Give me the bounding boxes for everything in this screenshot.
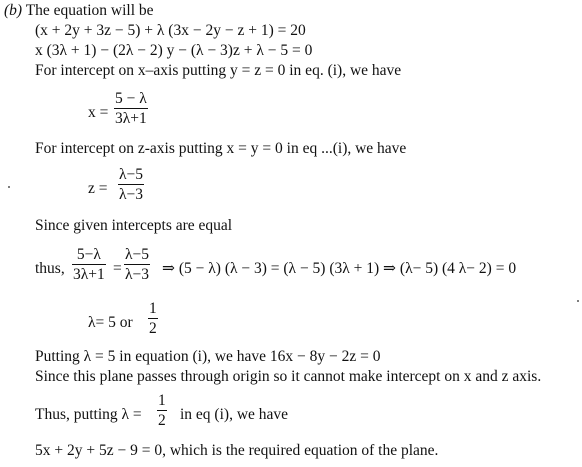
lambda-values: λ= 5 or [88,314,133,331]
z-intercept-fraction [118,166,144,203]
x-fraction-denominator: 3λ+1 [115,110,147,127]
equation-line-2: x (3λ + 1) − (2λ − 2) y − (λ − 3)z + λ − 5 = 0 [35,42,313,59]
x-intercept-text: For intercept on x–axis putting y = z = 0 in eq. (i), we have [35,62,402,79]
half-numerator: 1 [149,300,157,317]
putting-half-text: Thus, putting λ = [35,406,142,423]
x-lhs: x = [88,104,109,121]
thus-right-numerator: λ−5 [125,246,150,263]
x-fraction-numerator: 5 − λ [115,90,147,107]
z-fraction-denominator: λ−3 [119,186,144,203]
thus-fraction-right [124,246,150,283]
equal-intercepts-text: Since given intercepts are equal [35,217,233,234]
stray-dot [8,186,10,188]
thus-left-denominator: 3λ+1 [73,266,105,283]
z-intercept-text: For intercept on z-axis putting x = y = 0 in eq ...(i), we have [35,140,407,157]
half-fraction [148,300,158,337]
thus-equals: = [113,260,122,277]
origin-text: Since this plane passes through origin so it cannot make intercept on x and z axis. [35,368,542,385]
fraction-bar [114,108,148,109]
z-fraction-numerator: λ−5 [119,166,144,183]
putting-five-text: Putting λ = 5 in equation (i), we have 16x − 8y − 2z = 0 [35,348,381,365]
x-intercept-fraction [114,90,148,127]
fraction-bar [148,318,158,319]
putting-half-denominator: 2 [158,412,166,429]
putting-half-rest: in eq (i), we have [180,406,289,423]
fraction-bar [124,264,150,265]
option-label: (b) The equation will be [4,2,154,19]
stray-dot [577,300,579,302]
thus-label: thus, [35,260,65,277]
thus-right-denominator: λ−3 [125,266,150,283]
half-denominator: 2 [149,320,157,337]
equation-line-1: (x + 2y + 3z − 5) + λ (3x − 2y − z + 1) = 20 [35,22,306,39]
fraction-bar [118,184,144,185]
final-equation: 5x + 2y + 5z − 9 = 0, which is the required equation of the plane. [35,442,439,459]
thus-fraction-left [72,246,106,283]
z-lhs: z = [88,180,108,197]
thus-derivation: ⇒ (5 − λ) (λ − 3) = (λ − 5) (3λ + 1) ⇒ (λ− 5) (4 λ− 2) = 0 [162,260,517,277]
putting-half-numerator: 1 [158,392,166,409]
putting-half-fraction [157,392,167,429]
fraction-bar [72,264,106,265]
intro-line: The equation will be [25,2,154,19]
fraction-bar [157,410,167,411]
thus-left-numerator: 5−λ [76,246,101,263]
